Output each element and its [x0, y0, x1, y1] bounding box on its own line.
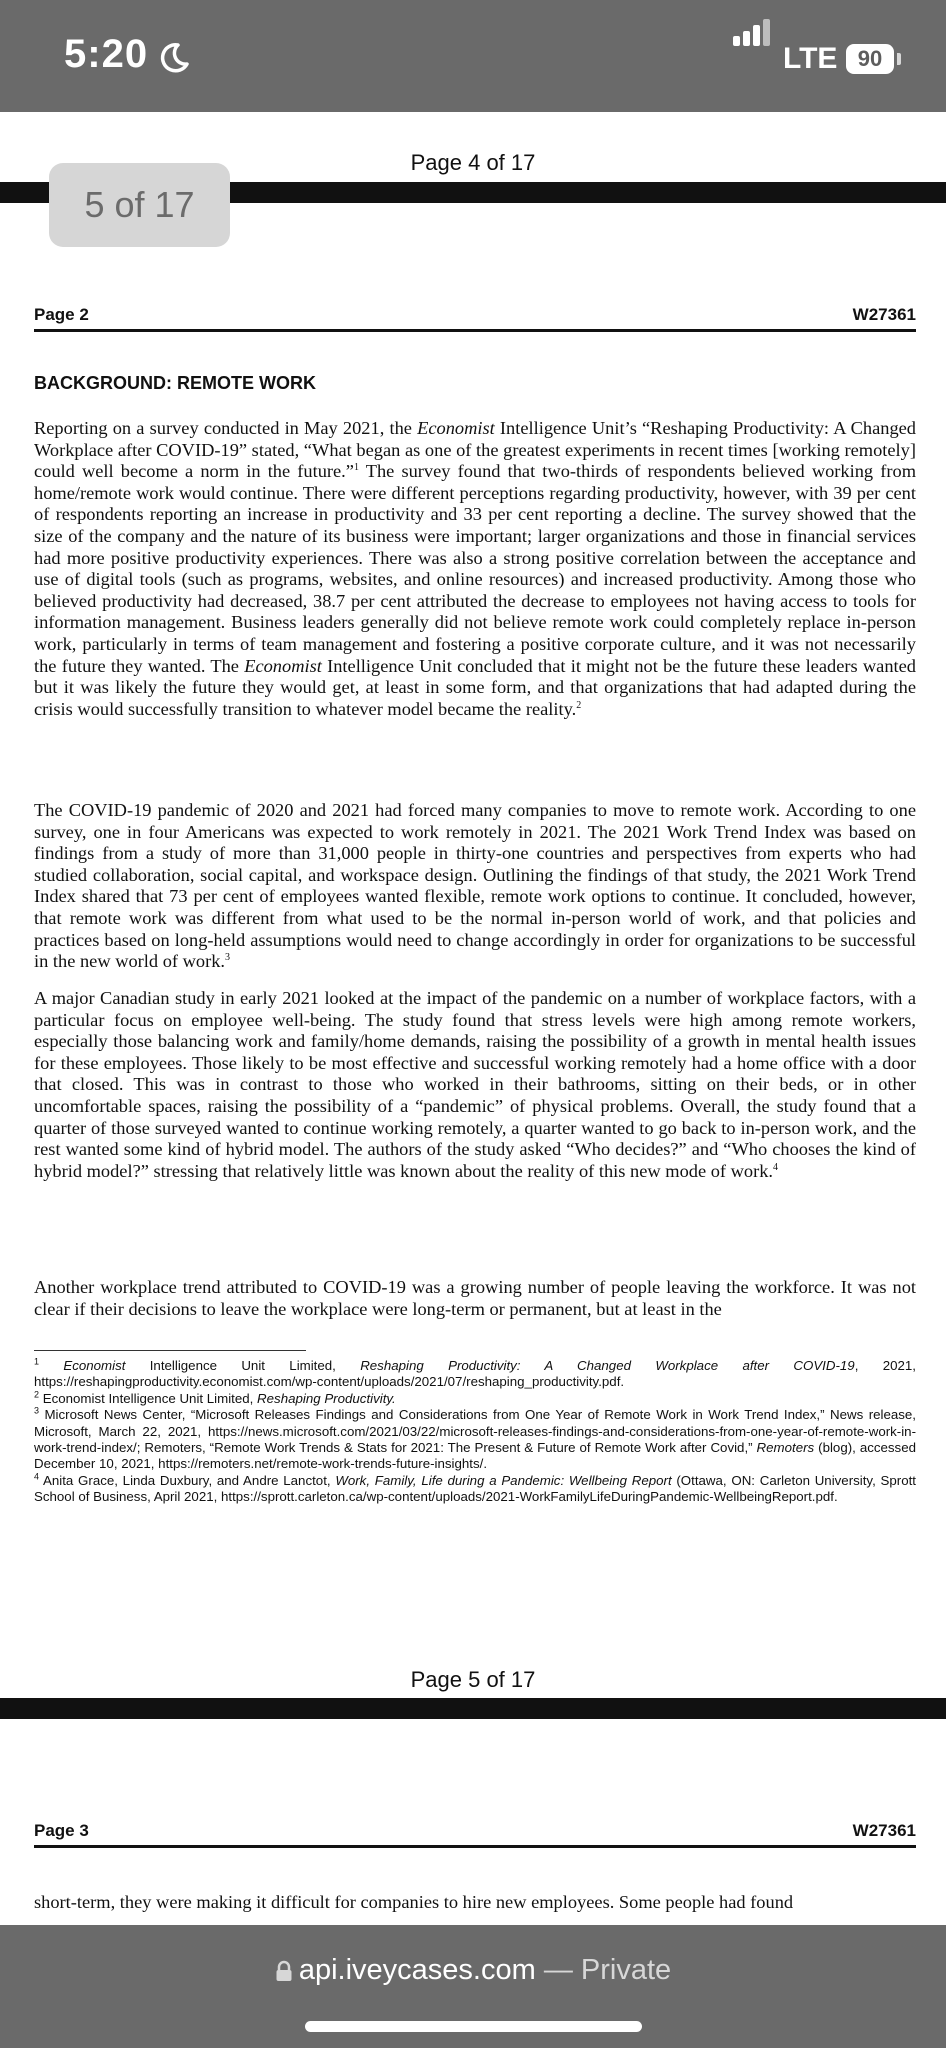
url-separator: — — [535, 1954, 581, 1986]
page3-header — [34, 1819, 916, 1845]
page3-header-rule — [34, 1845, 916, 1848]
footnote-ref-4[interactable]: 4 — [773, 1161, 779, 1173]
page-counter[interactable]: 5 of 17 — [49, 163, 230, 247]
network-label: LTE — [783, 42, 838, 75]
browsing-mode: Private — [580, 1954, 672, 1986]
page-label-top: Page 4 of 17 — [410, 150, 536, 175]
page3-number: Page 3 — [34, 1821, 89, 1840]
paragraph-page3: short-term, they were making it difficult for companies to hire new employees. Some people had found — [34, 1892, 794, 1912]
url-domain: api.iveycases.com — [298, 1954, 536, 1986]
lock-icon — [275, 1960, 293, 1982]
footnote-ref-1[interactable]: 1 — [353, 462, 359, 474]
footnotes — [34, 1358, 916, 1506]
footnote-4: $^4$ Anita Grace, Linda Duxbury, and Andre Lanctot, Work, Family, Life during a Pandemic: Wellbeing Report (Ottawa, ON: Carleton University, Sprott School of Business, April 2021, https://sprott.carleton.ca/wp-content/uploads/2021-WorkFamilyLifeDuringPandemic-WellbeingReport.pdf. — [34, 1471, 916, 1505]
page3-case-id: W27361 — [852, 1821, 916, 1840]
home-indicator[interactable] — [305, 2021, 642, 2032]
footnote-ref-3[interactable]: 3 — [225, 952, 231, 964]
footnote-3: $^3$ Microsoft News Center, “Microsoft Releases Findings and Considerations from One Year of Remote Work in Work Trend Index,” News release, Microsoft, March 22, 2021, https://news.microsoft.com/2021/03/22/microsoft-releases-findings-and-considerations-from-one-year-of-remote-work-in-work-trend-index/; Remoters, “Remote Work Trends & Stats for 2021: The Present & Future of Remote Work after Covid,” Remoters (blog), accessed December 10, 2021, https://remoters.net/remote-work-trends-future-insights/. — [34, 1405, 916, 1472]
moon-icon — [158, 42, 190, 74]
footnote-rule — [34, 1350, 306, 1351]
footnote-ref-2[interactable]: 2 — [576, 699, 582, 711]
page2-header — [34, 303, 916, 329]
footnote-1: $^1$ Economist Intelligence Unit Limited, Reshaping Productivity: A Changed Workplace after COVID-19, 2021, https://reshapingproductivity.economist.com/wp-content/uploads/2021/07/reshaping_productivity.pdf. — [34, 1356, 916, 1390]
page2-number: Page 2 — [34, 305, 89, 324]
paragraph-workforce: Another workplace trend attributed to COVID-19 was a growing number of people leaving the workforce. It was not clear if their decisions to leave the workplace were long-term or permanent, but at least in the — [34, 1277, 916, 1319]
browser-bar — [0, 1925, 946, 2048]
paragraph-covid: The COVID-19 pandemic of 2020 and 2021 had forced many companies to move to remote work. According to one survey, one in four Americans was expected to work remotely in 2021. The 2021 Work Trend Index was based on findings from a study of more than 31,000 people in thirty-one countries and perspectives from experts who had studied collaboration, social capital, and workspace design. Outlining the findings of that study, the 2021 Work Trend Index shared that 73 per cent of employees wanted flexible, remote work options to continue. It concluded, however, that remote work was different from what used to be the normal in-person world of work, and that policies and practices based on long-held assumptions would need to change accordingly in order for organizations to be successful in the new world of work.$^3$ — [34, 800, 916, 972]
status-bar — [0, 0, 946, 112]
page2-case-id: W27361 — [852, 305, 916, 324]
battery-level: 90 — [846, 44, 894, 74]
paragraph-survey: Reporting on a survey conducted in May 2021, the Economist Intelligence Unit’s “Reshaping Productivity: A Changed Workplace after COVID-19” stated, “What began as one of the greatest experiments in recent times [working remotely] could well become a norm in the future.”$^1$ The survey found that two-thirds of respondents believed working from home/remote work would continue. There were different perceptions regarding productivity, however, with 39 per cent of respondents reporting an increase in productivity and 33 per cent reporting a decline. The survey showed that the size of the company and the nature of its business were important; larger organizations and those in financial services had more positive productivity experiences. There was also a strong positive correlation between the acceptance and use of digital tools (such as programs, websites, and online resources) and increased productivity. Among those who believed productivity had decreased, 38.7 per cent attributed the decrease to employees not having access to tools for information management. Business leaders generally did not believe remote work could completely replace in-person work, particularly in terms of team management and fostering a positive corporate culture, and it was not necessarily the future they wanted. The Economist Intelligence Unit concluded that it might not be the future these leaders wanted but it was likely the future they would get, at least in some form, and that organizations that had adapted during the crisis would successfully transition to whatever model became the reality.$^2$ — [34, 418, 916, 719]
status-time: 5:20 — [64, 32, 149, 76]
footnote-2: $^2$ Economist Intelligence Unit Limited, Reshaping Productivity. — [34, 1389, 396, 1406]
section-heading: BACKGROUND: REMOTE WORK — [34, 373, 316, 393]
address-bar[interactable] — [0, 1954, 946, 1987]
battery-tip — [897, 53, 901, 65]
page2-header-rule — [34, 329, 916, 332]
paragraph-canadian-study: A major Canadian study in early 2021 looked at the impact of the pandemic on a number of workplace factors, with a particular focus on employee well-being. The study found that stress levels were high among remote workers, especially those balancing work and family/home demands, raising the possibility of a growth in mental health issues for these employees. Those likely to be most effective and successful working remotely had a home office with a door that closed. This was in contrast to those who worked in their bathrooms, sitting on their beds, or in other uncomfortable spaces, raising the possibility of a “pandemic” of physical problems. Overall, the study found that a quarter of those surveyed wanted to continue working remotely, a quarter wanted to go back to in-person work, and the rest wanted some kind of hybrid model. The authors of the study asked “Who decides?” and “Who chooses the kind of hybrid model?” stressing that relatively little was known about the reality of this new mode of work.$^4$ — [34, 988, 916, 1181]
page-divider-bottom — [0, 1698, 946, 1719]
page-label-bottom: Page 5 of 17 — [410, 1667, 536, 1692]
